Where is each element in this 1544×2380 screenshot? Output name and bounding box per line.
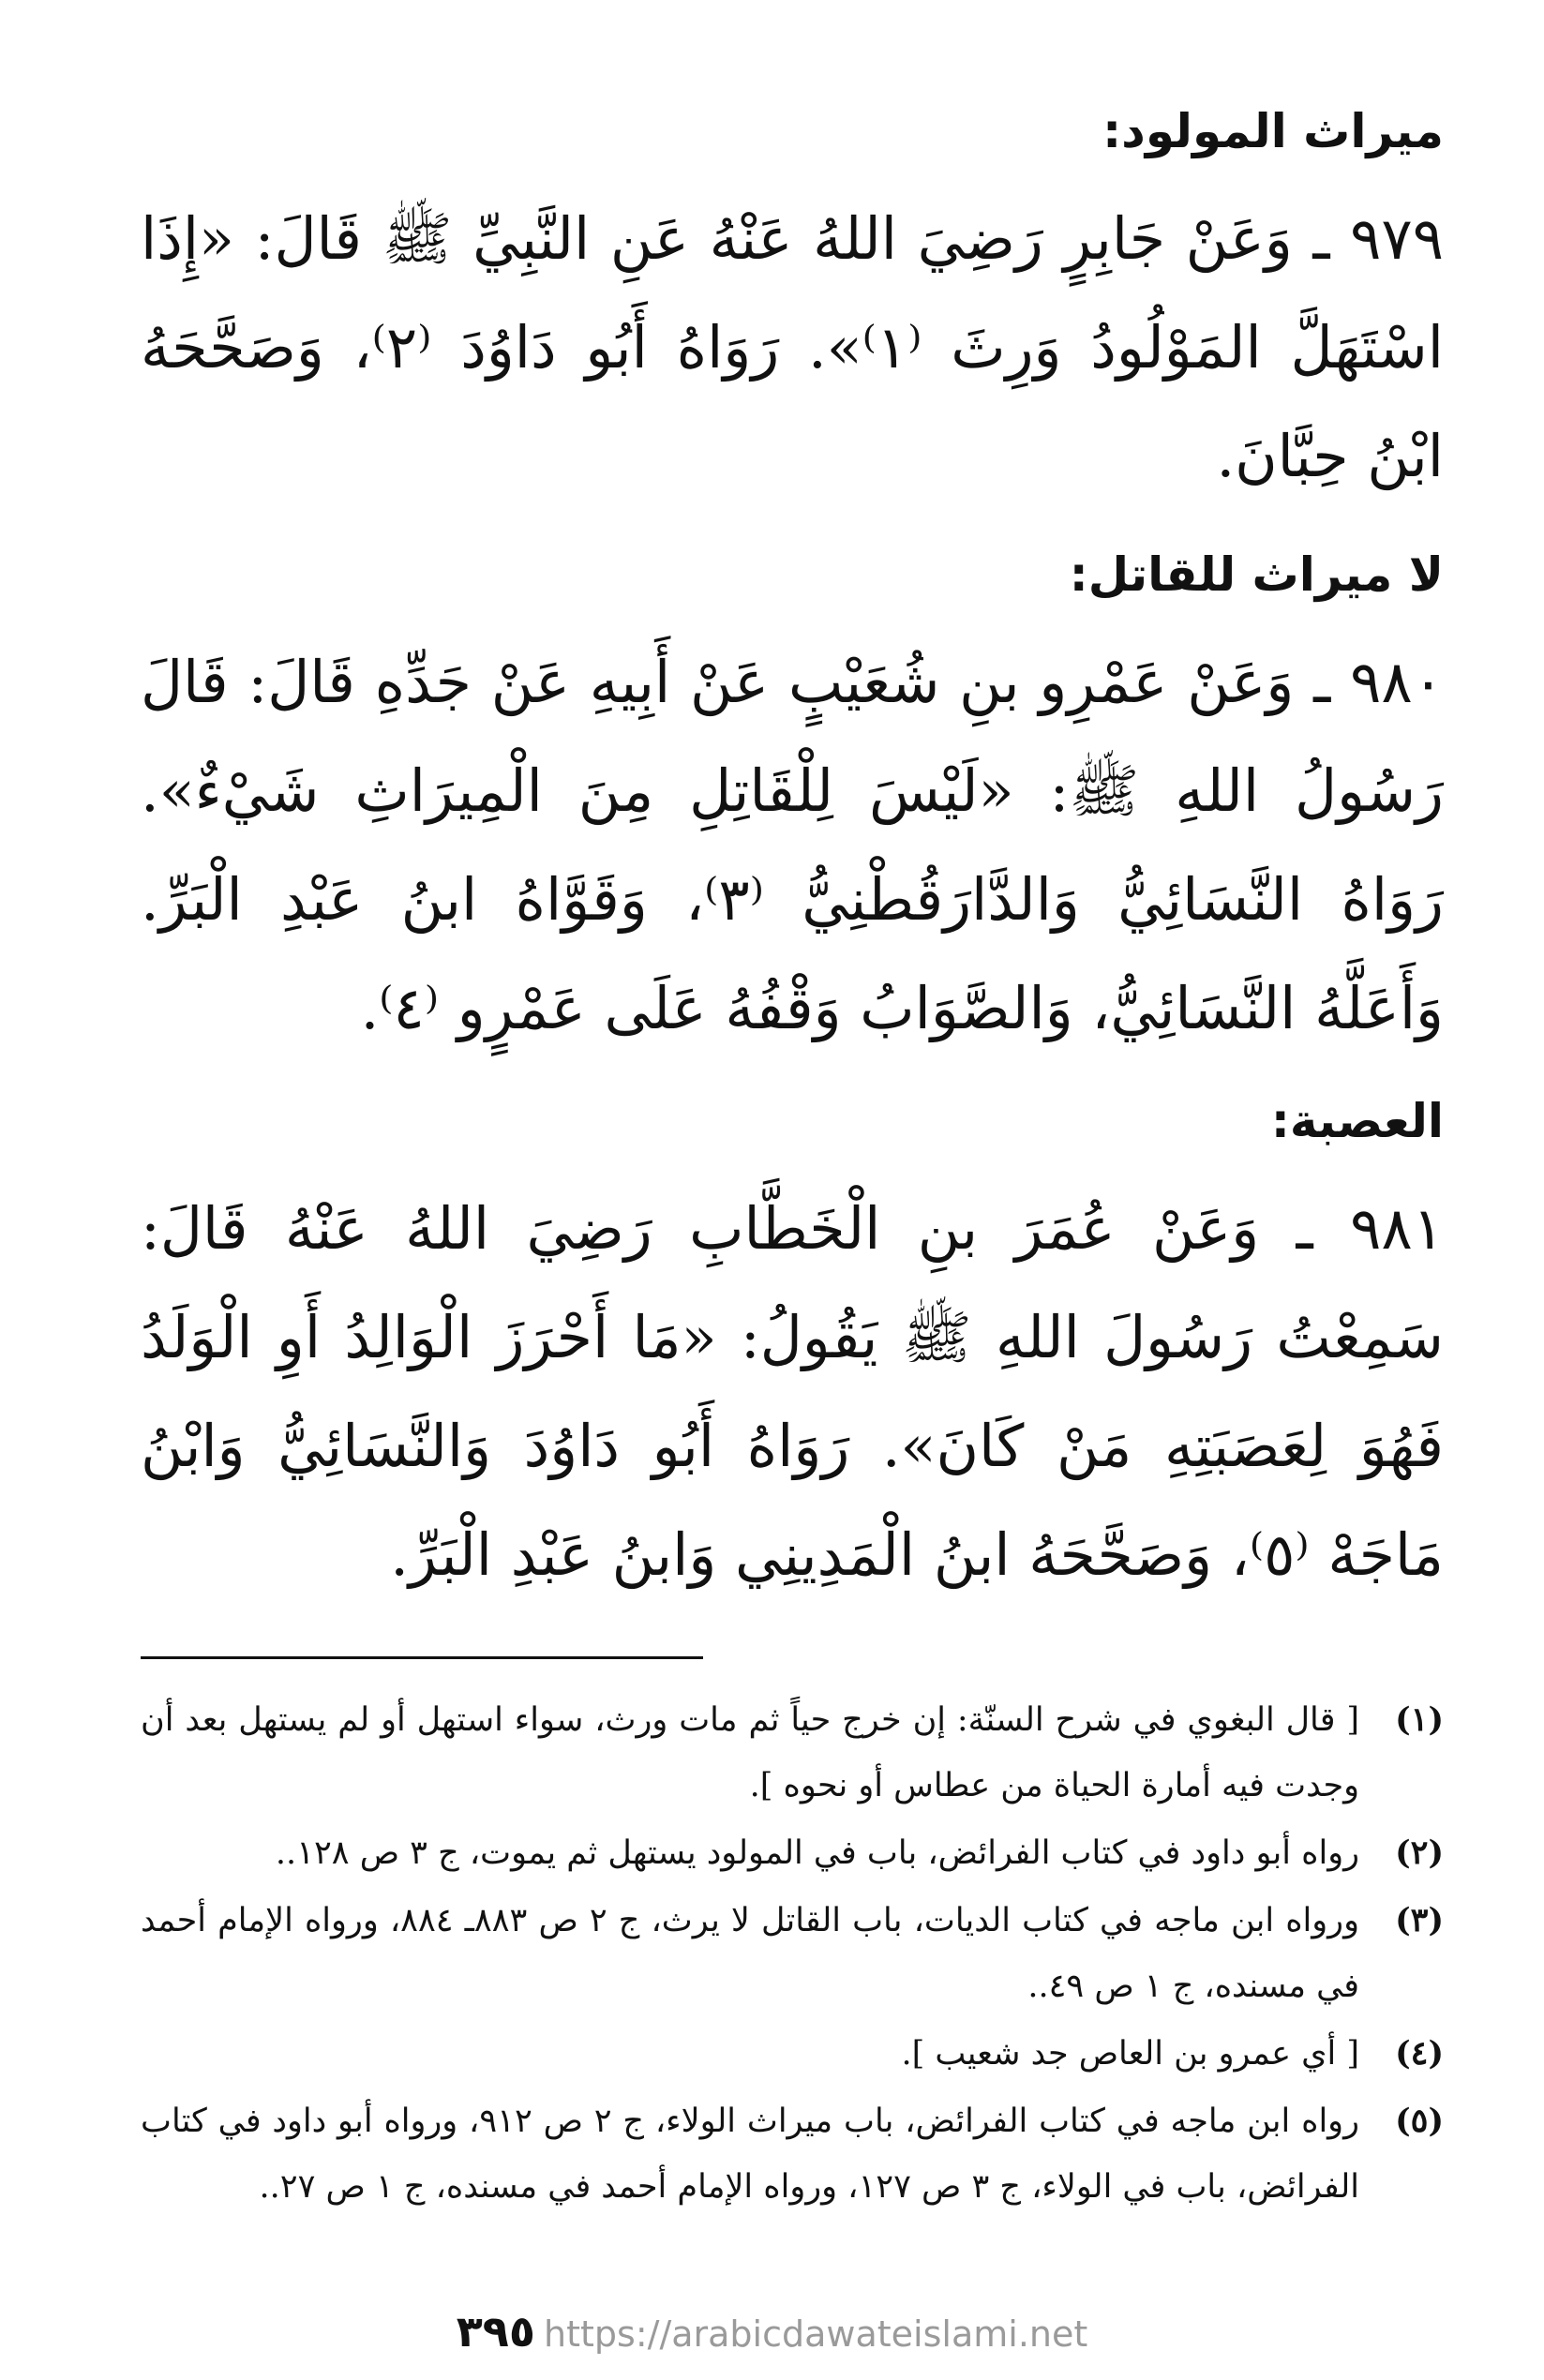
heading-killer-no-inheritance: لا ميراث للقاتل: bbox=[1069, 547, 1444, 602]
footnote-text: ورواه ابن ماجه في كتاب الديات، باب القاتل لا يرث، ج ٢ ص ٨٨٣ـ ٨٨٤، ورواه الإمام أحمد في مسنده، ج ١ ص ٤٩.. bbox=[141, 1902, 1359, 2005]
page-content bbox=[141, 84, 1444, 2222]
page-number: ٣٩٥ bbox=[456, 2306, 535, 2357]
heading-newborn-inheritance: ميراث المولود: bbox=[1102, 104, 1444, 158]
footnote bbox=[141, 1888, 1444, 2019]
footnote-number: (٢) bbox=[1395, 1834, 1444, 1872]
footnote bbox=[141, 1820, 1444, 1886]
footnote-text: [ قال البغوي في شرح السنّة: إن خرج حياً ثم مات ورث، سواء استهل أو لم يستهل بعد أن وجدت فيه أمارة الحياة من عطاس أو نحوه ]. bbox=[141, 1701, 1359, 1804]
page-footer bbox=[0, 2306, 1544, 2357]
footnote bbox=[141, 2021, 1444, 2087]
hadith-980: ٩٨٠ ـ وَعَنْ عَمْرِو بنِ شُعَيْبٍ عَنْ أَبِيهِ عَنْ جَدِّهِ قَالَ: قَالَ رَسُولُ اللهِ ﷺ: «لَيْسَ لِلْقَاتِلِ مِنَ الْمِيرَاثِ شَيْءٌ». رَوَاهُ النَّسَائِيُّ وَالدَّارَقُطْنِيُّ ⁽٣⁾، وَقَوَّاهُ ابنُ عَبْدِ الْبَرِّ. وَأَعَلَّهُ النَّسَائِيُّ، وَالصَّوَابُ وَقْفُهُ عَلَى عَمْرٍو ⁽٤⁾. bbox=[141, 648, 1444, 1042]
hadith-979: ٩٧٩ ـ وَعَنْ جَابِرٍ رَضِيَ اللهُ عَنْهُ عَنِ النَّبِيِّ ﷺ قَالَ: «إِذَا اسْتَهَلَّ المَوْلُودُ وَرِثَ ⁽١⁾». رَوَاهُ أَبُو دَاوُدَ ⁽٢⁾، وَصَحَّحَهُ ابْنُ حِبَّانَ. bbox=[141, 204, 1444, 490]
footnote-text: رواه ابن ماجه في كتاب الفرائض، باب ميراث الولاء، ج ٢ ص ٩١٢، ورواه أبو داود في كتاب الفرائض، باب في الولاء، ج ٣ ص ١٢٧، ورواه الإمام أحمد في مسنده، ج ١ ص ٢٧.. bbox=[141, 2103, 1359, 2206]
footnote bbox=[141, 1687, 1444, 1819]
footnote-text: [ أي عمرو بن العاص جد شعيب ]. bbox=[901, 2035, 1359, 2073]
footnote-number: (٥) bbox=[1395, 2102, 1444, 2140]
heading-asabah: العصبة: bbox=[1270, 1094, 1444, 1148]
footnote-number: (١) bbox=[1395, 1700, 1444, 1739]
footnote bbox=[141, 2088, 1444, 2220]
footnote-number: (٤) bbox=[1395, 2034, 1444, 2073]
footnote-text: رواه أبو داود في كتاب الفرائض، باب في المولود يستهل ثم يموت، ج ٣ ص ١٢٨.. bbox=[275, 1834, 1359, 1872]
hadith-981: ٩٨١ ـ وَعَنْ عُمَرَ بنِ الْخَطَّابِ رَضِيَ اللهُ عَنْهُ قَالَ: سَمِعْتُ رَسُولَ اللهِ ﷺ يَقُولُ: «مَا أَحْرَزَ الْوَالِدُ أَوِ الْوَلَدُ فَهُوَ لِعَصَبَتِهِ مَنْ كَانَ». رَوَاهُ أَبُو دَاوُدَ وَالنَّسَائِيُّ وَابْنُ مَاجَهْ ⁽٥⁾، وَصَحَّحَهُ ابنُ الْمَدِينِي وَابنُ عَبْدِ الْبَرِّ. bbox=[141, 1194, 1444, 1589]
footnote-number: (٣) bbox=[1395, 1901, 1444, 1939]
watermark-url: https://arabicdawateislami.net bbox=[544, 2313, 1088, 2355]
footnotes bbox=[141, 1687, 1444, 2220]
footnote-divider bbox=[141, 1656, 703, 1659]
